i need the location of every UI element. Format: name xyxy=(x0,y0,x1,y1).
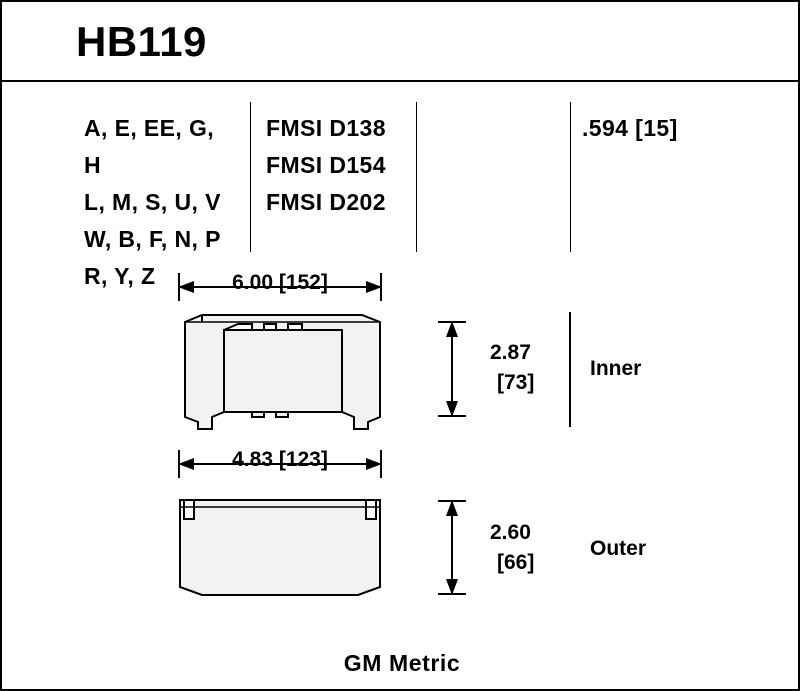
compound-code-row: A, E, EE, G, H xyxy=(84,115,215,178)
pad-drawing-svg xyxy=(2,257,800,657)
fmsi-number-row: FMSI D138 xyxy=(266,115,386,141)
inner-height-dim-label-mm: [73] xyxy=(497,371,535,394)
outer-height-arrow-top xyxy=(446,500,458,516)
outer-height-dim-label-in: 2.60 xyxy=(490,521,531,544)
inner-height-dim-label-in: 2.87 xyxy=(490,341,531,364)
thickness-value: .594 [15] xyxy=(582,115,678,141)
inner-pad-label: Inner xyxy=(590,357,642,380)
footer-title: GM Metric xyxy=(343,650,461,676)
outer-width-arrow-left xyxy=(178,458,194,470)
inner-pad-shape xyxy=(185,315,380,429)
fmsi-number-row: FMSI D202 xyxy=(266,189,386,215)
table-divider-1 xyxy=(250,102,251,252)
compound-code-row: R, Y, Z xyxy=(84,263,156,289)
compound-code-row: W, B, F, N, P xyxy=(84,226,221,252)
outer-width-dim-label: 4.83 [123] xyxy=(232,448,328,471)
table-divider-3 xyxy=(570,102,571,252)
outer-pad-shape xyxy=(180,500,380,595)
table-divider-2 xyxy=(416,102,417,252)
fmsi-number-list xyxy=(266,110,416,221)
outer-width-arrow-right xyxy=(366,458,382,470)
pad-drawing xyxy=(2,257,800,657)
outer-height-arrow-bottom xyxy=(446,579,458,595)
inner-width-arrow-left xyxy=(178,281,194,293)
inner-width-dim-label: 6.00 [152] xyxy=(232,271,328,294)
compound-code-row: L, M, S, U, V xyxy=(84,189,221,215)
page-title: HB119 xyxy=(76,18,207,65)
inner-height-arrow-bottom xyxy=(446,401,458,417)
outer-pad-label: Outer xyxy=(590,537,647,560)
header-divider xyxy=(2,80,800,82)
inner-width-arrow-right xyxy=(366,281,382,293)
inner-height-arrow-top xyxy=(446,321,458,337)
outer-height-dim-label-mm: [66] xyxy=(497,551,535,574)
fmsi-number-row: FMSI D154 xyxy=(266,152,386,178)
